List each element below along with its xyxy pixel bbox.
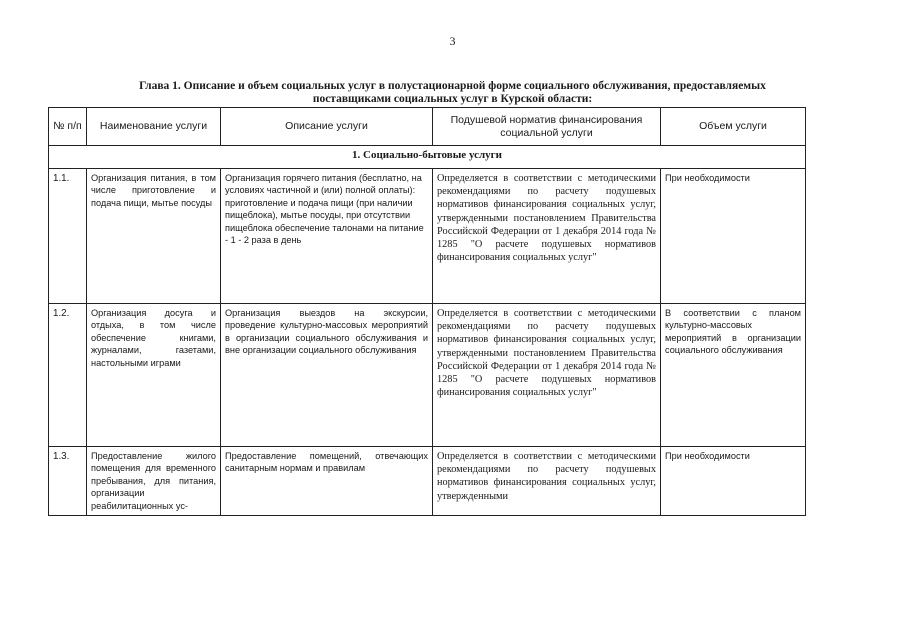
row-volume: В соответствии с планом культурно-массовых мероприятий в организации социального обслуживания <box>661 304 806 447</box>
header-volume: Объем услуги <box>661 108 806 146</box>
row-description: Организация горячего питания (бесплатно, на условиях частичной и (или) полной оплаты): приготовление и подача пищи (при наличии пищеблока), мытье посуды, при отсутствии пищеблока обеспечение талонами на питание - 1 - 2 раза в день <box>221 169 433 304</box>
row-num: 1.3. <box>49 447 87 516</box>
header-norm: Подушевой норматив финансирования социальной услуги <box>433 108 661 146</box>
section-row <box>49 146 806 169</box>
section-title: 1. Социально-бытовые услуги <box>49 146 806 169</box>
title-line-1: Глава 1. Описание и объем социальных услуг в полустационарной форме социального обслуживания, предоставляемых <box>139 80 766 92</box>
header-row <box>49 108 806 146</box>
table-row <box>49 304 806 447</box>
table-row <box>49 447 806 516</box>
row-description: Предоставление помещений, отвечающих санитарным нормам и правилам <box>221 447 433 516</box>
title-line-2: поставщиками социальных услуг в Курской области: <box>312 93 593 105</box>
row-name: Организация питания, в том числе приготовление и подача пищи, мытье посуды <box>87 169 221 304</box>
row-description: Организация выездов на экскурсии, проведение культурно-массовых мероприятий в организации социального обслуживания и вне организации социального обслуживания <box>221 304 433 447</box>
row-num: 1.1. <box>49 169 87 304</box>
row-volume: При необходимости <box>661 447 806 516</box>
row-name: Предоставление жилого помещения для временного пребывания, для питания, организации реабилитационных ус- <box>87 447 221 516</box>
page-title <box>60 80 845 106</box>
row-norm: Определяется в соответствии с методическими рекомендациями по расчету подушевых нормативов финансирования социальных услуг, утвержденными постановлением Правительства Российской Федерации от 1 декабря 2014 года № 1285 "О расчете подушевых нормативов финансирования социальных услуг" <box>433 304 661 447</box>
table-row <box>49 169 806 304</box>
row-norm: Определяется в соответствии с методическими рекомендациями по расчету подушевых нормативов финансирования социальных услуг, утвержденными <box>433 447 661 516</box>
row-num: 1.2. <box>49 304 87 447</box>
row-norm: Определяется в соответствии с методическими рекомендациями по расчету подушевых нормативов финансирования социальных услуг, утвержденными постановлением Правительства Российской Федерации от 1 декабря 2014 года № 1285 "О расчете подушевых нормативов финансирования социальных услуг" <box>433 169 661 304</box>
page-number: 3 <box>449 34 456 48</box>
header-name: Наименование услуги <box>87 108 221 146</box>
header-num: № п/п <box>49 108 87 146</box>
row-volume: При необходимости <box>661 169 806 304</box>
services-table <box>48 107 806 516</box>
header-description: Описание услуги <box>221 108 433 146</box>
row-name: Организация досуга и отдыха, в том числе обеспечение книгами, журналами, газетами, настольными играми <box>87 304 221 447</box>
